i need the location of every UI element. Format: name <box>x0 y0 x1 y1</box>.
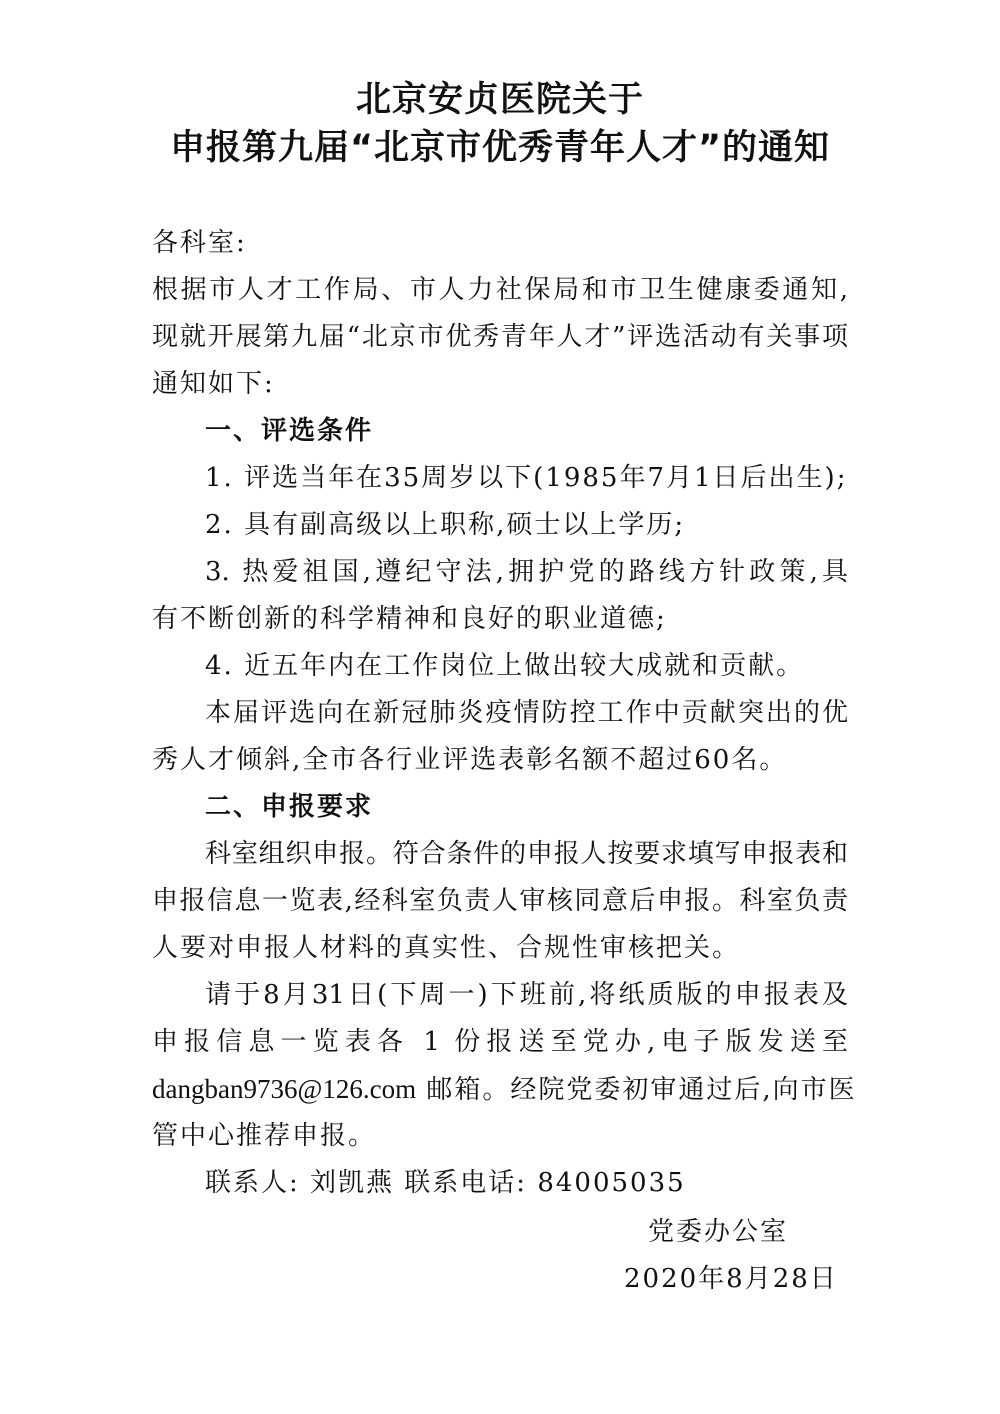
contact-line: 联系人: 刘凯燕 联系电话: 84005035 <box>205 1168 686 1198</box>
salutation: 各科室: <box>152 228 247 258</box>
requirements-p2-line-3-text: 邮箱。经院党委初审通过后,向市医 <box>416 1075 857 1105</box>
signature-date: 2020年8月28日 <box>624 1264 838 1294</box>
signature-org: 党委办公室 <box>648 1217 789 1247</box>
condition-4: 4. 近五年内在工作岗位上做出较大成就和贡献。 <box>205 651 805 681</box>
requirements-p2-line-3 <box>152 1069 857 1110</box>
intro-line-3: 通知如下: <box>152 369 275 399</box>
note-line-1: 本届评选向在新冠肺炎疫情防控工作中贡献突出的优 <box>205 698 848 728</box>
intro-line-2: 现就开展第九届“北京市优秀青年人才”评选活动有关事项 <box>152 322 848 352</box>
condition-3-line-2: 有不断创新的科学精神和良好的职业道德; <box>152 604 667 634</box>
section-heading-conditions: 一、评选条件 <box>205 416 374 446</box>
requirements-p1-line-2: 申报信息一览表,经科室负责人审核同意后申报。科室负责 <box>152 886 848 916</box>
requirements-p2-line-4: 管中心推荐申报。 <box>152 1121 377 1151</box>
title-line-1: 北京安贞医院关于 <box>355 80 644 120</box>
title-line-2: 申报第九届“北京市优秀青年人才”的通知 <box>169 128 830 168</box>
note-line-2: 秀人才倾斜,全市各行业评选表彰名额不超过60名。 <box>152 745 788 775</box>
condition-2: 2. 具有副高级以上职称,硕士以上学历; <box>205 510 686 540</box>
intro-line-1: 根据市人才工作局、市人力社保局和市卫生健康委通知, <box>152 275 848 305</box>
requirements-p2-line-1: 请于8月31日(下周一)下班前,将纸质版的申报表及 <box>205 980 848 1010</box>
section-heading-requirements: 二、申报要求 <box>205 792 374 822</box>
email-address[interactable]: dangban9736@126.com <box>152 1074 417 1104</box>
condition-1: 1. 评选当年在35周岁以下(1985年7月1日后出生); <box>205 463 848 493</box>
requirements-p1-line-1: 科室组织申报。符合条件的申报人按要求填写申报表和 <box>205 839 848 869</box>
requirements-p2-line-2: 申报信息一览表各 1 份报送至党办,电子版发送至 <box>152 1027 848 1057</box>
requirements-p1-line-3: 人要对申报人材料的真实性、合规性审核把关。 <box>152 933 741 963</box>
condition-3-line-1: 3. 热爱祖国,遵纪守法,拥护党的路线方针政策,具 <box>205 557 848 587</box>
